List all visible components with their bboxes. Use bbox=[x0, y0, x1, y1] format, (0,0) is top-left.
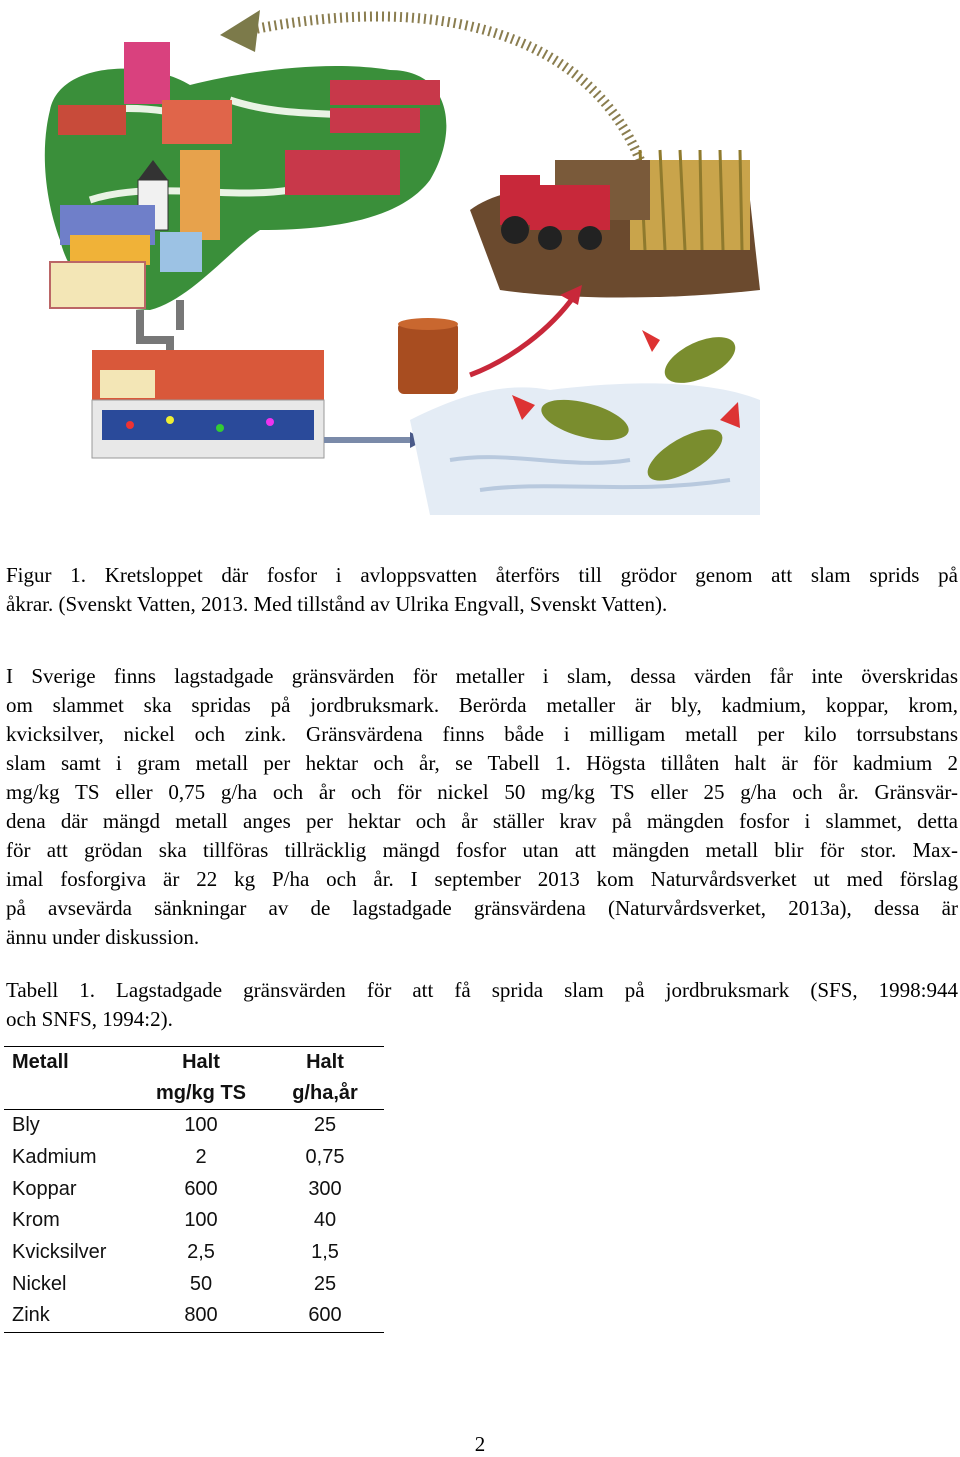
gha-cell: 0,75 bbox=[305, 1146, 345, 1169]
paragraph-line: slam samt i gram metall per hektar och år, se Tabell 1. Högsta tillåten halt är för kadmium 2 bbox=[6, 751, 958, 775]
mgkg-cell: 100 bbox=[184, 1209, 218, 1232]
table-header-row bbox=[4, 1047, 384, 1079]
paragraph-line: ännu under diskussion. bbox=[6, 925, 200, 949]
limit-values-table bbox=[4, 1046, 384, 1333]
mgkg-cell: 2,5 bbox=[187, 1241, 215, 1264]
paragraph-line: för att grödan ska tillföras tillräcklig mängd fosfor utan att mängden metall blir för stor. Max- bbox=[6, 838, 958, 862]
table-row bbox=[4, 1268, 384, 1300]
header-cell: Halt bbox=[136, 1047, 266, 1079]
metal-cell: Bly bbox=[12, 1114, 40, 1137]
mgkg-cell: 800 bbox=[136, 1300, 266, 1332]
wastewater-plant-icon bbox=[92, 350, 425, 458]
gha-cell: 300 bbox=[308, 1177, 342, 1200]
body-paragraph bbox=[6, 662, 958, 952]
paragraph-line: mg/kg TS eller 0,75 g/ha och år och för nickel 50 mg/kg TS eller 25 g/ha och år. Gränsvär- bbox=[6, 780, 958, 804]
header-cell: g/ha,år bbox=[266, 1078, 384, 1110]
metal-cell: Zink bbox=[4, 1300, 136, 1332]
table-row bbox=[4, 1300, 384, 1332]
table-row bbox=[4, 1205, 384, 1237]
page-number: 2 bbox=[474, 1432, 486, 1456]
metal-cell: Kvicksilver bbox=[12, 1241, 107, 1264]
paragraph-line: kvicksilver, nickel och zink. Gränsvärdena finns både i milligam metall per kilo torrsubstans bbox=[6, 722, 958, 746]
gha-cell: 1,5 bbox=[311, 1241, 339, 1264]
mgkg-cell: 50 bbox=[189, 1272, 213, 1295]
metal-cell: Krom bbox=[12, 1209, 60, 1232]
gha-cell: 25 bbox=[313, 1272, 337, 1295]
paragraph-line: om slammet ska spridas på jordbruksmark. Berörda metaller är bly, kadmium, koppar, krom, bbox=[6, 693, 958, 717]
phosphorus-cycle-figure bbox=[30, 0, 780, 520]
header-cell: Metall bbox=[4, 1047, 136, 1079]
metal-cell: Kadmium bbox=[12, 1146, 97, 1169]
paragraph-line: imal fosforgiva är 22 kg P/ha och år. I september 2013 kom Naturvårdsverket ut med förslag bbox=[6, 867, 958, 891]
gha-cell: 600 bbox=[266, 1300, 384, 1332]
city-icon bbox=[45, 42, 447, 310]
table-caption bbox=[6, 976, 958, 1034]
paragraph-line: på avsevärda sänkningar av de lagstadgade gränsvärdena (Naturvårdsverket, 2013a), dessa är bbox=[6, 896, 958, 920]
sludge-tank-icon bbox=[398, 318, 458, 394]
header-cell bbox=[4, 1078, 136, 1110]
gha-cell: 25 bbox=[313, 1114, 337, 1137]
metal-cell: Nickel bbox=[12, 1272, 67, 1295]
farm-tractor-icon bbox=[470, 150, 760, 298]
mgkg-cell: 100 bbox=[184, 1114, 218, 1137]
caption-line: åkrar. (Svenskt Vatten, 2013. Med tillstånd av Ulrika Engvall, Svenskt Vatten). bbox=[6, 592, 668, 616]
caption-line: Figur 1. Kretsloppet där fosfor i avloppsvatten återförs till grödor genom att slam sprids på bbox=[6, 563, 958, 587]
paragraph-line: dena där mängd metall anges per hektar och år ställer krav på mängden fosfor i slammet, detta bbox=[6, 809, 958, 833]
header-cell: Halt bbox=[266, 1047, 384, 1079]
paragraph-line: I Sverige finns lagstadgade gränsvärden för metaller i slam, dessa värden får inte överskridas bbox=[6, 664, 958, 688]
table-row bbox=[4, 1142, 384, 1174]
table-row bbox=[4, 1110, 384, 1142]
table-caption-line: Tabell 1. Lagstadgade gränsvärden för att få sprida slam på jordbruksmark (SFS, 1998:944 bbox=[6, 978, 958, 1002]
header-cell: mg/kg TS bbox=[136, 1078, 266, 1110]
table-row bbox=[4, 1173, 384, 1205]
mgkg-cell: 2 bbox=[195, 1146, 207, 1169]
table-caption-line: och SNFS, 1994:2). bbox=[6, 1007, 173, 1031]
gha-cell: 40 bbox=[313, 1209, 337, 1232]
mgkg-cell: 600 bbox=[184, 1177, 218, 1200]
metal-cell: Koppar bbox=[12, 1177, 77, 1200]
table-row bbox=[4, 1237, 384, 1269]
figure-caption bbox=[6, 561, 958, 619]
table-header-row bbox=[4, 1078, 384, 1110]
